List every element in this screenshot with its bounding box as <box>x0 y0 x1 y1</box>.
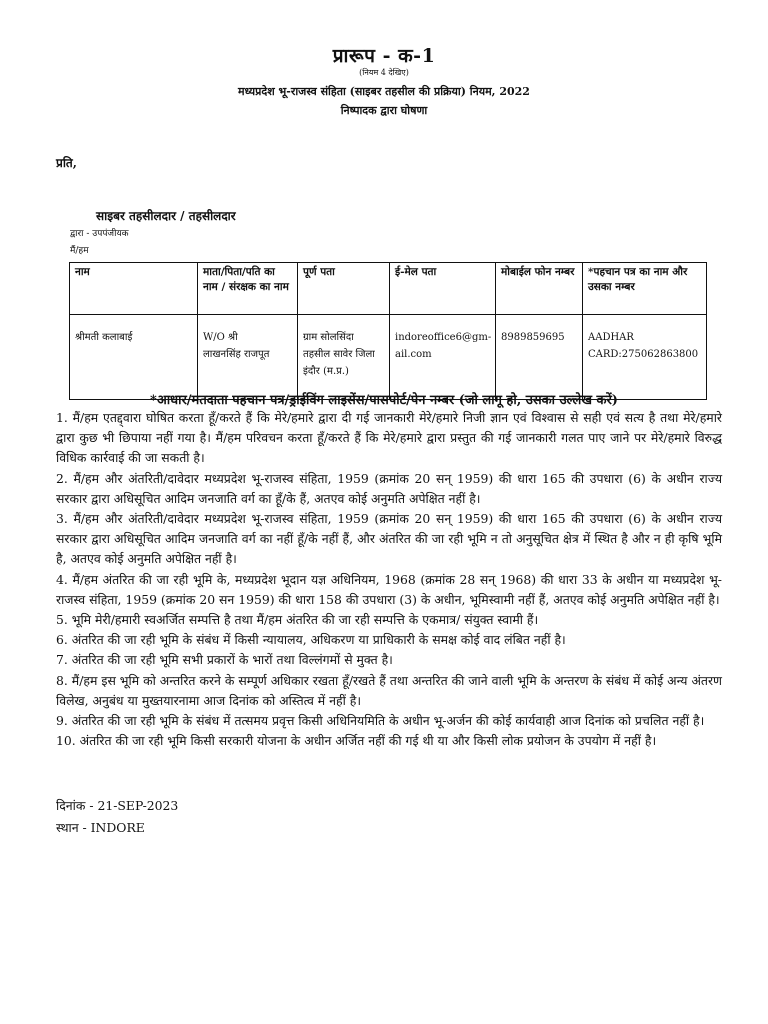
act-subtitle: मध्यप्रदेश भू-राजस्व संहिता (साइबर तहसील की प्रक्रिया) नियम, 2022 <box>238 85 530 98</box>
header-mobile: मोबाईल फोन नम्बर <box>496 263 583 315</box>
declaration-item-2: 2. मैं/हम और अंतरिती/दावेदार मध्यप्रदेश भू-राजस्व संहिता, 1959 (क्रमांक 20 सन् 1959) की धारा 165 की उपधारा (6) के अधीन राज्य सरकार द्वारा अधिसूचित आदिम जनजाति वर्ग का हूँ/के हैं, अतएव कोई अनुमति अपेक्षित नहीं है। <box>56 470 722 506</box>
table-row <box>70 315 707 400</box>
declaration-item-1: 1. मैं/हम एतद्द्वारा घोषित करता हूँ/करते हैं कि मेरे/हमारे द्वारा दी गई जानकारी मेरे/हमारे निजी ज्ञान एवं विश्वास से सही एवं सत्य है तथा मेरे/हमारे द्वारा कुछ भी छिपाया नहीं गया है। मैं/हम परिवचन करता हूँ/करते हैं कि मेरे/हमारे द्वारा प्रस्तुत की गई जानकारी गलत पाए जाने पर मेरे/हमारे विरुद्ध विधिक कार्रवाई की जा सकती है। <box>56 410 722 466</box>
declaration-list <box>56 408 722 751</box>
declaration-item-8: 8. मैं/हम इस भूमि को अन्तरित करने के सम्पूर्ण अधिकार रखता हूँ/रखते हैं तथा अन्तरित की जाने वाली भूमि के अन्तरण के संबंध में कोई अन्य अंतरण विलेख, अनुबंध या मुख्तयारनामा आज दिनांक को अस्तित्व में नहीं है। <box>56 672 722 708</box>
id-proof-note: *आधार/मतदाता पहचान पत्र/ड्राईविंग लाइसेंस/पासपोर्ट/पेन नम्बर (जो लागू हो, उसका उल्लेख करें) <box>150 393 618 408</box>
executant-details-table <box>69 262 707 400</box>
date-line: दिनांक - 21-SEP-2023 <box>56 798 179 813</box>
declaration-subtitle: निष्पादक द्वारा घोषणा <box>340 104 428 117</box>
cell-relation: W/O श्री लाखनसिंह राजपूत <box>198 315 298 400</box>
cell-name: श्रीमती कलाबाई <box>70 315 198 400</box>
salutation: प्रति, <box>56 156 77 170</box>
table-header-row <box>70 263 707 315</box>
declaration-item-6: 6. अंतरित की जा रही भूमि के संबंध में किसी न्यायालय, अधिकरण या प्राधिकारी के समक्ष कोई वाद लंबित नहीं है। <box>56 632 566 648</box>
header-relation: माता/पिता/पति का नाम / संरक्षक का नाम <box>198 263 298 315</box>
header-address: पूर्ण पता <box>298 263 390 315</box>
declaration-item-10: 10. अंतरित की जा रही भूमि किसी सरकारी योजना के अधीन अर्जित नहीं की गई थी या और किसी लोक प्रयोजन के उपयोग में नहीं है। <box>56 733 657 749</box>
addressee: साइबर तहसीलदार / तहसीलदार <box>96 209 236 223</box>
declaration-item-9: 9. अंतरित की जा रही भूमि के संबंध में तत्समय प्रवृत्त किसी अधिनियमिति के अधीन भू-अर्जन की कोई कार्यवाही आज दिनांक को प्रचलित नहीं है। <box>56 713 705 729</box>
cell-email: indoreoffice6@gm- ail.com <box>390 315 496 400</box>
via-line: द्वारा - उपपंजीयक <box>70 229 129 239</box>
declaration-item-3: 3. मैं/हम और अंतरिती/दावेदार मध्यप्रदेश भू-राजस्व संहिता, 1959 (क्रमांक 20 सन् 1959) की धारा 165 की उपधारा (6) के अधीन राज्य सरकार द्वारा अधिसूचित आदिम जनजाति वर्ग का नहीं हूँ/के नहीं हैं, और अंतरित की जा रही भूमि न तो अनुसूचित क्षेत्र में स्थित है और न ही कृषि भूमि है, अतएव कोई अनुमति अपेक्षित नहीं है। <box>56 511 722 567</box>
place-line: स्थान - INDORE <box>56 820 145 835</box>
form-title: प्रारूप - क-1 <box>332 45 436 67</box>
declaration-item-5: 5. भूमि मेरी/हमारी स्वअर्जित सम्पत्ति है तथा मैं/हम अंतरित की जा रही सम्पत्ति के एकमात्र/ संयुक्त स्वामी हैं। <box>56 612 539 628</box>
header-id-proof: *पहचान पत्र का नाम और उसका नम्बर <box>583 263 707 315</box>
declaration-item-4: 4. मैं/हम अंतरित की जा रही भूमि के, मध्यप्रदेश भूदान यज्ञ अधिनियम, 1968 (क्रमांक 28 सन् 1968) की धारा 33 के अधीन या मध्यप्रदेश भू-राजस्व संहिता, 1959 (क्रमांक 20 सन 1959) की धारा 158 की उपधारा (3) के अधीन, भूमिस्वामी नहीं हैं, अतएव कोई अनुमति अपेक्षित नहीं है। <box>56 571 722 607</box>
declarant-intro: मैं/हम <box>70 246 89 256</box>
cell-id-proof: AADHAR CARD:275062863800 <box>583 315 707 400</box>
declaration-item-7: 7. अंतरित की जा रही भूमि सभी प्रकारों के भारों तथा विल्लंगमों से मुक्त है। <box>56 652 393 668</box>
cell-address: ग्राम सोलसिंदा तहसील सावेर जिला इंदौर (म.प्र.) <box>298 315 390 400</box>
header-name: नाम <box>70 263 198 315</box>
rule-reference: (नियम 4 देखिए) <box>359 68 409 77</box>
cell-mobile: 8989859695 <box>496 315 583 400</box>
header-email: ई-मेल पता <box>390 263 496 315</box>
